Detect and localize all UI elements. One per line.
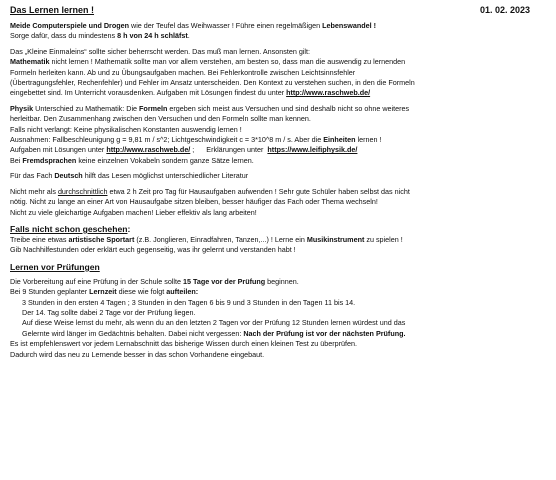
document-title: Das Lernen lernen ! [10,5,95,15]
physics-line-7b: keine einzelnen Vokabeln sondern ganze Sätze lernen. [76,155,254,165]
homework-underlined: durchschnittlich [57,186,108,196]
document-date: 01. 02. 2023 [479,5,530,15]
intro-text-1: wie der Teufel das Weihwasser ! Führe einen regelmäßigen [129,21,323,30]
math-line-5: eingebettet sind. Im Unterricht vorausdenken. Aufgaben mit Lösungen findest du unter [10,88,287,98]
geschehen-paragraph [10,235,550,256]
pruefung-line-5: Auf diese Weise lernst du mehr, als wenn du an den letzten 2 Tagen vor der Prüfung 12 Stunden lernen würdest und das [22,318,406,328]
musikinstrument-bold: Musikinstrument [306,234,365,244]
fremdsprachen-bold: Fremdsprachen [22,155,77,165]
geschehen-line-2: Gib Nachhilfestunden oder erklärt euch gegenseitig, was ihr gelernt und verstanden habt ! [10,245,296,255]
section-heading-pruefungen: Lernen vor Prüfungen [10,261,100,272]
intro-paragraph [10,21,550,42]
geschehen-heading-text: Falls nicht schon geschehen [10,223,128,234]
physics-line-6: Aufgaben mit Lösungen unter [10,145,107,155]
raschweb-link-2[interactable]: http://www.raschweb.de/ [106,145,191,155]
physics-line-3: herleitbar. Den Zusammenhang zwischen den Versuchen und den Formeln sollte man kennen. [10,114,311,124]
physics-line-7a: Bei [10,155,23,165]
physics-formeln-bold: Formeln [139,103,168,113]
physics-text-1: Unterschied zu Mathematik: Die [33,103,140,113]
math-line-2: nicht lernen ! Mathematik sollte man vor allem verstehen, am besten so, dass man die auswendig zu lernenden [49,57,406,67]
pruefung-text-3: Bei 9 Stunden geplanter [10,287,90,297]
pruefung-text-1: Die Vorbereitung auf eine Prüfung in der Schule sollte [10,276,184,286]
deutsch-paragraph [10,171,550,181]
physics-line-4: Falls nicht verlangt: Keine physikalischen Konstanten auswendig lernen ! [10,124,242,134]
document-header [10,4,550,17]
raschweb-link[interactable]: http://www.raschweb.de/ [286,88,371,98]
deutsch-bold: Deutsch [54,171,83,181]
pruefung-line-4: Der 14. Tag sollte dabei 2 Tage vor der Prüfung liegen. [22,307,196,317]
homework-line-3: Nicht zu viele gleichartige Aufgaben machen! Lieber effektiv als lang arbeiten! [10,207,257,217]
geschehen-text-2: (z.B. Jonglieren, Einradfahren, Tanzen,...) ! Lerne ein [134,234,307,244]
sportart-bold: artistische Sportart [68,234,135,244]
pruefung-line-6: Gelernte wird länger im Gedächtnis behalten. Dabei nicht vergessen: [22,328,244,338]
physics-bold: Physik [10,103,34,113]
physics-line-6b: ; Erklärungen unter [190,145,268,155]
geschehen-heading-colon: : [127,223,131,234]
math-bold: Mathematik [10,57,50,67]
aufteilen-bold: aufteilen: [166,287,199,297]
deutsch-text-2: hilft das Lesen möglichst unterschiedlicher Literatur [82,171,249,181]
math-line-1: Das „Kleine Einmaleins“ sollte sicher beherrscht werden. Das muß man lernen. Ansonsten gilt: [10,46,311,56]
intro-bold-3: 8 h von 24 h schläfst [117,31,188,41]
physics-text-2: ergeben sich meist aus Versuchen und sind deshalb nicht so ohne weiteres [167,103,410,113]
pruefung-bold-1: 15 Tage vor der Prüfung [183,276,266,286]
lernzeit-bold: Lernzeit [89,287,117,297]
intro-bold-2: Lebenswandel ! [322,21,377,30]
math-line-3: Formeln herleiten kann. Ab und zu Übungsaufgaben machen. Bei Fehlerkontrolle zwischen Leichtsinnsfehler [10,67,356,77]
intro-text-2: Sorge dafür, dass du mindestens [10,31,118,41]
pruefungen-paragraph [10,277,550,360]
physics-line-5: Ausnahmen: Fallbeschleunigung g = 9,81 m / s^2; Lichtgeschwindigkeit c = 3*10^8 m / s. Aber die [10,135,324,145]
intro-bold-1: Meide Computerspiele und Drogen [10,21,130,30]
deutsch-text-1: Für das Fach [10,171,55,181]
pruefung-line-7: Es ist empfehlenswert vor jedem Lernabschnitt das bisherige Wissen durch einen kleinen Test zu überprüfen. [10,339,358,349]
homework-paragraph [10,187,550,218]
homework-text-2: etwa 2 h Zeit pro Tag für Hausaufgaben aufwenden ! Sehr gute Schüler haben selbst das nicht [107,186,410,196]
physics-einheiten-bold: Einheiten [323,135,356,145]
section-heading-geschehen [10,223,550,235]
geschehen-text-3: zu spielen ! [364,234,403,244]
physics-line-5b: lernen ! [355,135,382,145]
pruefung-text-4: diese wie folgt [116,287,167,297]
math-line-4: (Übertragungsfehler, Rechenfehler) und Fehler im Ansatz unterscheiden. Den Kontext zu verstehen suchen, in den die Formeln [10,78,415,88]
pruefung-line-3: 3 Stunden in den ersten 4 Tagen ; 3 Stunden in den Tagen 6 bis 9 und 3 Stunden in den Tagen 11 bis 14. [22,297,356,307]
homework-text-1: Nicht mehr als [10,186,58,196]
geschehen-text-1: Treibe eine etwas [10,234,69,244]
math-paragraph [10,47,550,99]
pruefung-line-8: Dadurch wird das neu zu Lernende besser in das schon Vorhandene eingebaut. [10,349,265,359]
physics-paragraph [10,104,550,166]
intro-text-3: . [187,31,190,41]
pruefung-text-2: beginnen. [265,276,299,286]
homework-line-2: nötig. Nicht zu lange an einer Art von Hausaufgabe sitzen bleiben, besser häufiger das Fach oder Thema wechseln! [10,197,378,207]
leifiphysik-link[interactable]: https://www.leifiphysik.de/ [267,145,358,155]
pruefung-bold-final: Nach der Prüfung ist vor der nächsten Prüfung. [243,328,406,338]
